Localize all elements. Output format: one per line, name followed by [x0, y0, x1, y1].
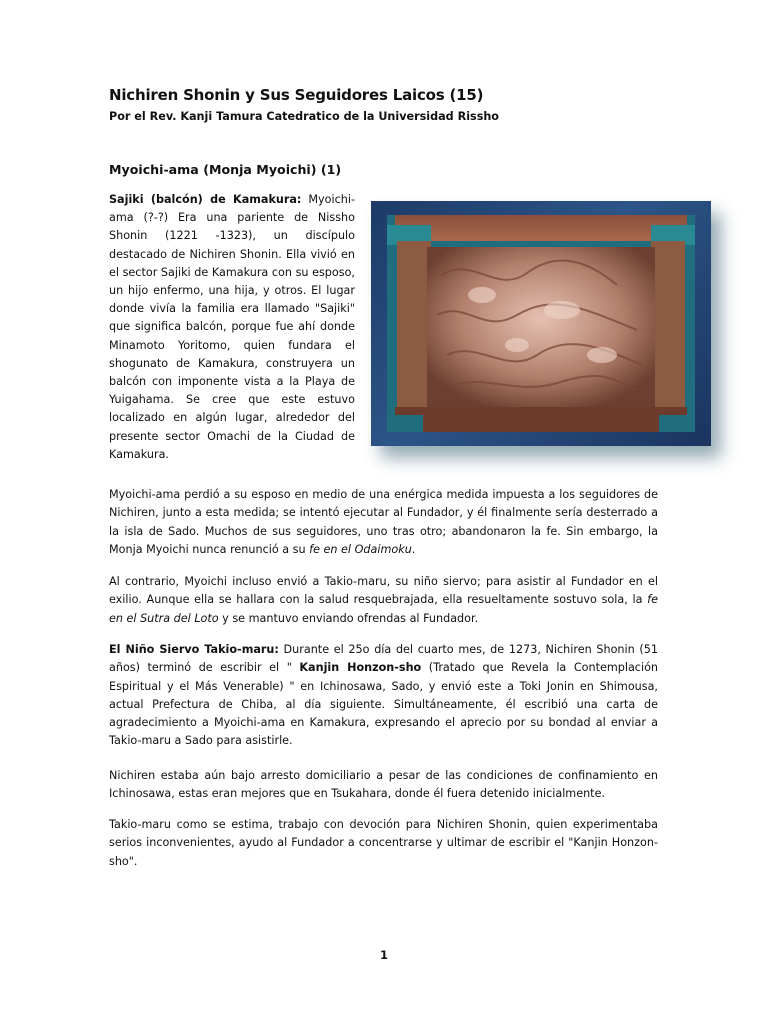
paragraph-5: Takio-maru como se estima, trabajo con devoción para Nichiren Shonin, quien experimentaba serios inconvenientes, ayudo al Fundador a concentrarse y ultimar de escribir el "Kanjin Honzon-sho". [109, 818, 658, 868]
paragraph-3 [109, 641, 658, 751]
paragraph-end: . [411, 542, 416, 556]
paragraph-text: Durante el 25o día del cuarto mes, de 1273, Nichiren Shonin (51 años) terminó de escribir el " [109, 643, 658, 675]
section-heading: Myoichi-ama (Monja Myoichi) (1) [109, 162, 342, 177]
bold-text: Kanjin Honzon-sho [299, 661, 422, 675]
paragraph-end: y se mantuvo enviando ofrendas al Fundador. [218, 611, 479, 625]
paragraph-4: Nichiren estaba aún bajo arresto domiciliario a pesar de las condiciones de confinamiento en Ichinosawa, estas eran mejores que en Tsukahara, donde él fuera detenido inicialmente. [109, 769, 658, 801]
paragraph-lead: Sajiki (balcón) de Kamakura: [109, 193, 302, 206]
carved-panel-photo [371, 201, 711, 446]
paragraph-text-cont: (Tratado que Revela la Contemplación Espiritual y el Más Venerable) " en Ichinosawa, Sado, y envió este a Toki Jonin en Shimousa, actual Prefectura de Chiba, al día siguiente. Simultáneamente, él escribió una carta de agradecimiento a Myoichi-ama en Kamakura, expresando el aprecio por su bondad al enviar a Takio-maru a Sado para asistirle. [109, 661, 659, 748]
paragraph-2 [109, 573, 658, 628]
paragraph-text: Myoichi-ama perdió a su esposo en medio de una enérgica medida impuesta a los seguidores de Nichiren, junto a esta medida; se intentó ejecutar al Fundador, y él finalmente sería desterrado a la isla de Sado. Muchos de sus seguidores, uno tras otro; abandonaron la fe. Sin embargo, la Monja Myoichi nunca renunció a su [109, 488, 658, 556]
page-title: Nichiren Shonin y Sus Seguidores Laicos (15) [109, 86, 484, 104]
emphasis-text: fe en el Sutra del Loto [109, 593, 658, 625]
paragraph-text: Myoichi-ama (?-?) Era una pariente de Nissho Shonin (1221 -1323), un discípulo destacado de Nichiren Shonin. Ella vivió en el sector Sajiki de Kamakura con su esposo, un hijo enfermo, una hija, y otros. El lugar donde vivía la familia era llamado "Sajiki" que significa balcón, porque fue ahí donde Minamoto Yoritomo, quien fundara el shogunato de Kamakura, construyera un balcón con imponente vista a la Playa de Yuigahama. Se cree que este estuvo localizado en algún lugar, alrededor del presente sector Omachi de la Ciudad de Kamakura. [109, 193, 356, 461]
author-line: Por el Rev. Kanji Tamura Catedratico de la Universidad Rissho [109, 110, 499, 123]
paragraph-text: Al contrario, Myoichi incluso envió a Takio-maru, su niño siervo; para asistir al Fundador en el exilio. Aunque ella se hallara con la salud resquebrajada, ella resueltamente sostuvo sola, la [109, 575, 658, 607]
emphasis-text: fe en el Odaimoku [309, 542, 412, 556]
paragraph-1 [109, 486, 658, 559]
page-number: 1 [379, 948, 388, 962]
paragraph-sajiki [109, 191, 355, 464]
paragraph-lead: El Niño Siervo Takio-maru: [109, 643, 279, 656]
wood-carving-image [387, 215, 695, 432]
